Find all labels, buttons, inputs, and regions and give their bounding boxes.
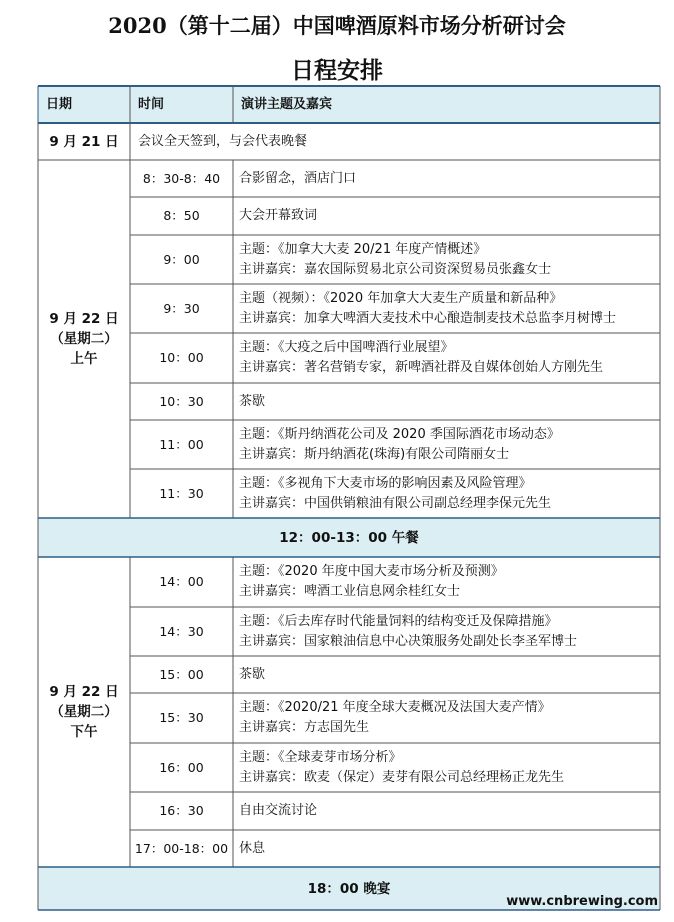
topic-line: 主题：《斯丹纳酒花公司及 2020 季国际酒花市场动态》 xyxy=(239,426,560,442)
afternoon-topic xyxy=(233,693,660,743)
afternoon-time: 14：30 xyxy=(159,623,204,639)
topic-line: 主题：《2020 年度中国大麦市场分析及预测》 xyxy=(239,564,504,579)
topic-line: 主题：《后去库存时代能量饲料的结构变迁及保障措施》 xyxy=(239,613,558,629)
morning-topic xyxy=(233,197,660,235)
topic-line: 主题：《2020/21 年度全球大麦概况及法国大麦产情》 xyxy=(239,700,551,715)
topic-line: 大会开幕致词 xyxy=(239,208,318,223)
morning-time: 10：30 xyxy=(159,393,204,409)
morning-topic xyxy=(233,469,660,518)
afternoon-time: 16：00 xyxy=(159,759,204,775)
topic-line: 主题（视频）：《2020 年加拿大大麦生产质量和新品种》 xyxy=(239,290,563,306)
afternoon-time: 16：30 xyxy=(159,803,204,818)
afternoon-date-line: 9 月 22 日 xyxy=(49,684,119,700)
morning-date-line: 上午 xyxy=(70,351,98,367)
day1-text: 会议全天签到，与会代表晚餐 xyxy=(138,133,308,149)
morning-date xyxy=(38,160,130,518)
morning-topic xyxy=(233,284,660,333)
morning-topic xyxy=(233,160,660,197)
afternoon-time: 17：00-18：00 xyxy=(134,840,229,856)
topic-line: 主讲嘉宾：嘉农国际贸易北京公司资深贸易员张鑫女士 xyxy=(239,261,552,277)
afternoon-date-line: （星期二） xyxy=(50,704,118,720)
topic-line: 主讲嘉宾：著名营销专家，新啤酒社群及自媒体创始人方刚先生 xyxy=(239,360,604,375)
afternoon-topic xyxy=(233,656,660,693)
morning-date-line: （星期二） xyxy=(50,331,118,347)
afternoon-topic xyxy=(233,830,660,867)
header-date: 日期 xyxy=(46,96,73,112)
topic-line: 主讲嘉宾：欧麦（保定）麦芽有限公司总经理杨正龙先生 xyxy=(239,769,565,785)
page-title: 2020（第十二届）中国啤酒原料市场分析研讨会 xyxy=(108,13,566,38)
morning-time: 8：30-8：40 xyxy=(142,170,221,186)
morning-time: 11：00 xyxy=(159,436,204,452)
morning-topic xyxy=(233,333,660,383)
topic-line: 主讲嘉宾：方志国先生 xyxy=(239,720,370,735)
morning-topic xyxy=(233,235,660,284)
morning-date-line: 9 月 22 日 xyxy=(49,311,119,327)
topic-line: 主题：《多视角下大麦市场的影响因素及风险管理》 xyxy=(239,475,532,491)
topic-line: 主题：《加拿大大麦 20/21 年度产情概述》 xyxy=(239,241,487,257)
topic-line: 合影留念，酒店门口 xyxy=(239,170,357,186)
header-time: 时间 xyxy=(138,96,165,112)
topic-line: 自由交流讨论 xyxy=(239,803,318,818)
dinner-bar: 18：00 晚宴 xyxy=(307,880,391,897)
afternoon-date xyxy=(38,557,130,867)
afternoon-date-line: 下午 xyxy=(70,724,98,740)
morning-time: 8：50 xyxy=(163,208,200,223)
afternoon-time: 15：30 xyxy=(159,710,204,725)
topic-line: 主讲嘉宾：中国供销粮油有限公司副总经理李保元先生 xyxy=(239,495,552,511)
morning-time: 10：00 xyxy=(159,350,204,365)
topic-line: 茶歇 xyxy=(239,393,266,409)
day1-date: 9 月 21 日 xyxy=(49,133,119,150)
morning-topic xyxy=(233,383,660,420)
watermark: www.cnbrewing.com xyxy=(506,894,658,909)
topic-line: 茶歇 xyxy=(239,666,266,682)
afternoon-topic xyxy=(233,792,660,830)
topic-line: 主讲嘉宾：啤酒工业信息网余桂红女士 xyxy=(239,584,461,599)
afternoon-time: 14：00 xyxy=(159,574,204,589)
afternoon-topic xyxy=(233,743,660,792)
header-topic: 演讲主题及嘉宾 xyxy=(241,96,333,112)
morning-time: 9：30 xyxy=(163,300,200,316)
topic-line: 主讲嘉宾：国家粮油信息中心决策服务处副处长李圣军博士 xyxy=(239,633,578,649)
afternoon-topic xyxy=(233,557,660,607)
page-subtitle: 日程安排 xyxy=(291,57,383,84)
morning-time: 9：00 xyxy=(163,251,200,267)
afternoon-topic xyxy=(233,607,660,656)
topic-line: 主题：《全球麦芽市场分析》 xyxy=(239,749,402,765)
morning-topic xyxy=(233,420,660,469)
topic-line: 休息 xyxy=(239,840,266,856)
topic-line: 主讲嘉宾：加拿大啤酒大麦技术中心酿造制麦技术总监李月树博士 xyxy=(239,310,617,326)
afternoon-time: 15：00 xyxy=(159,666,204,682)
topic-line: 主题：《大疫之后中国啤酒行业展望》 xyxy=(239,340,454,355)
lunch-bar: 12：00-13：00 午餐 xyxy=(279,529,419,546)
morning-time: 11：30 xyxy=(159,485,204,501)
topic-line: 主讲嘉宾：斯丹纳酒花(珠海)有限公司隋丽女士 xyxy=(239,446,510,462)
